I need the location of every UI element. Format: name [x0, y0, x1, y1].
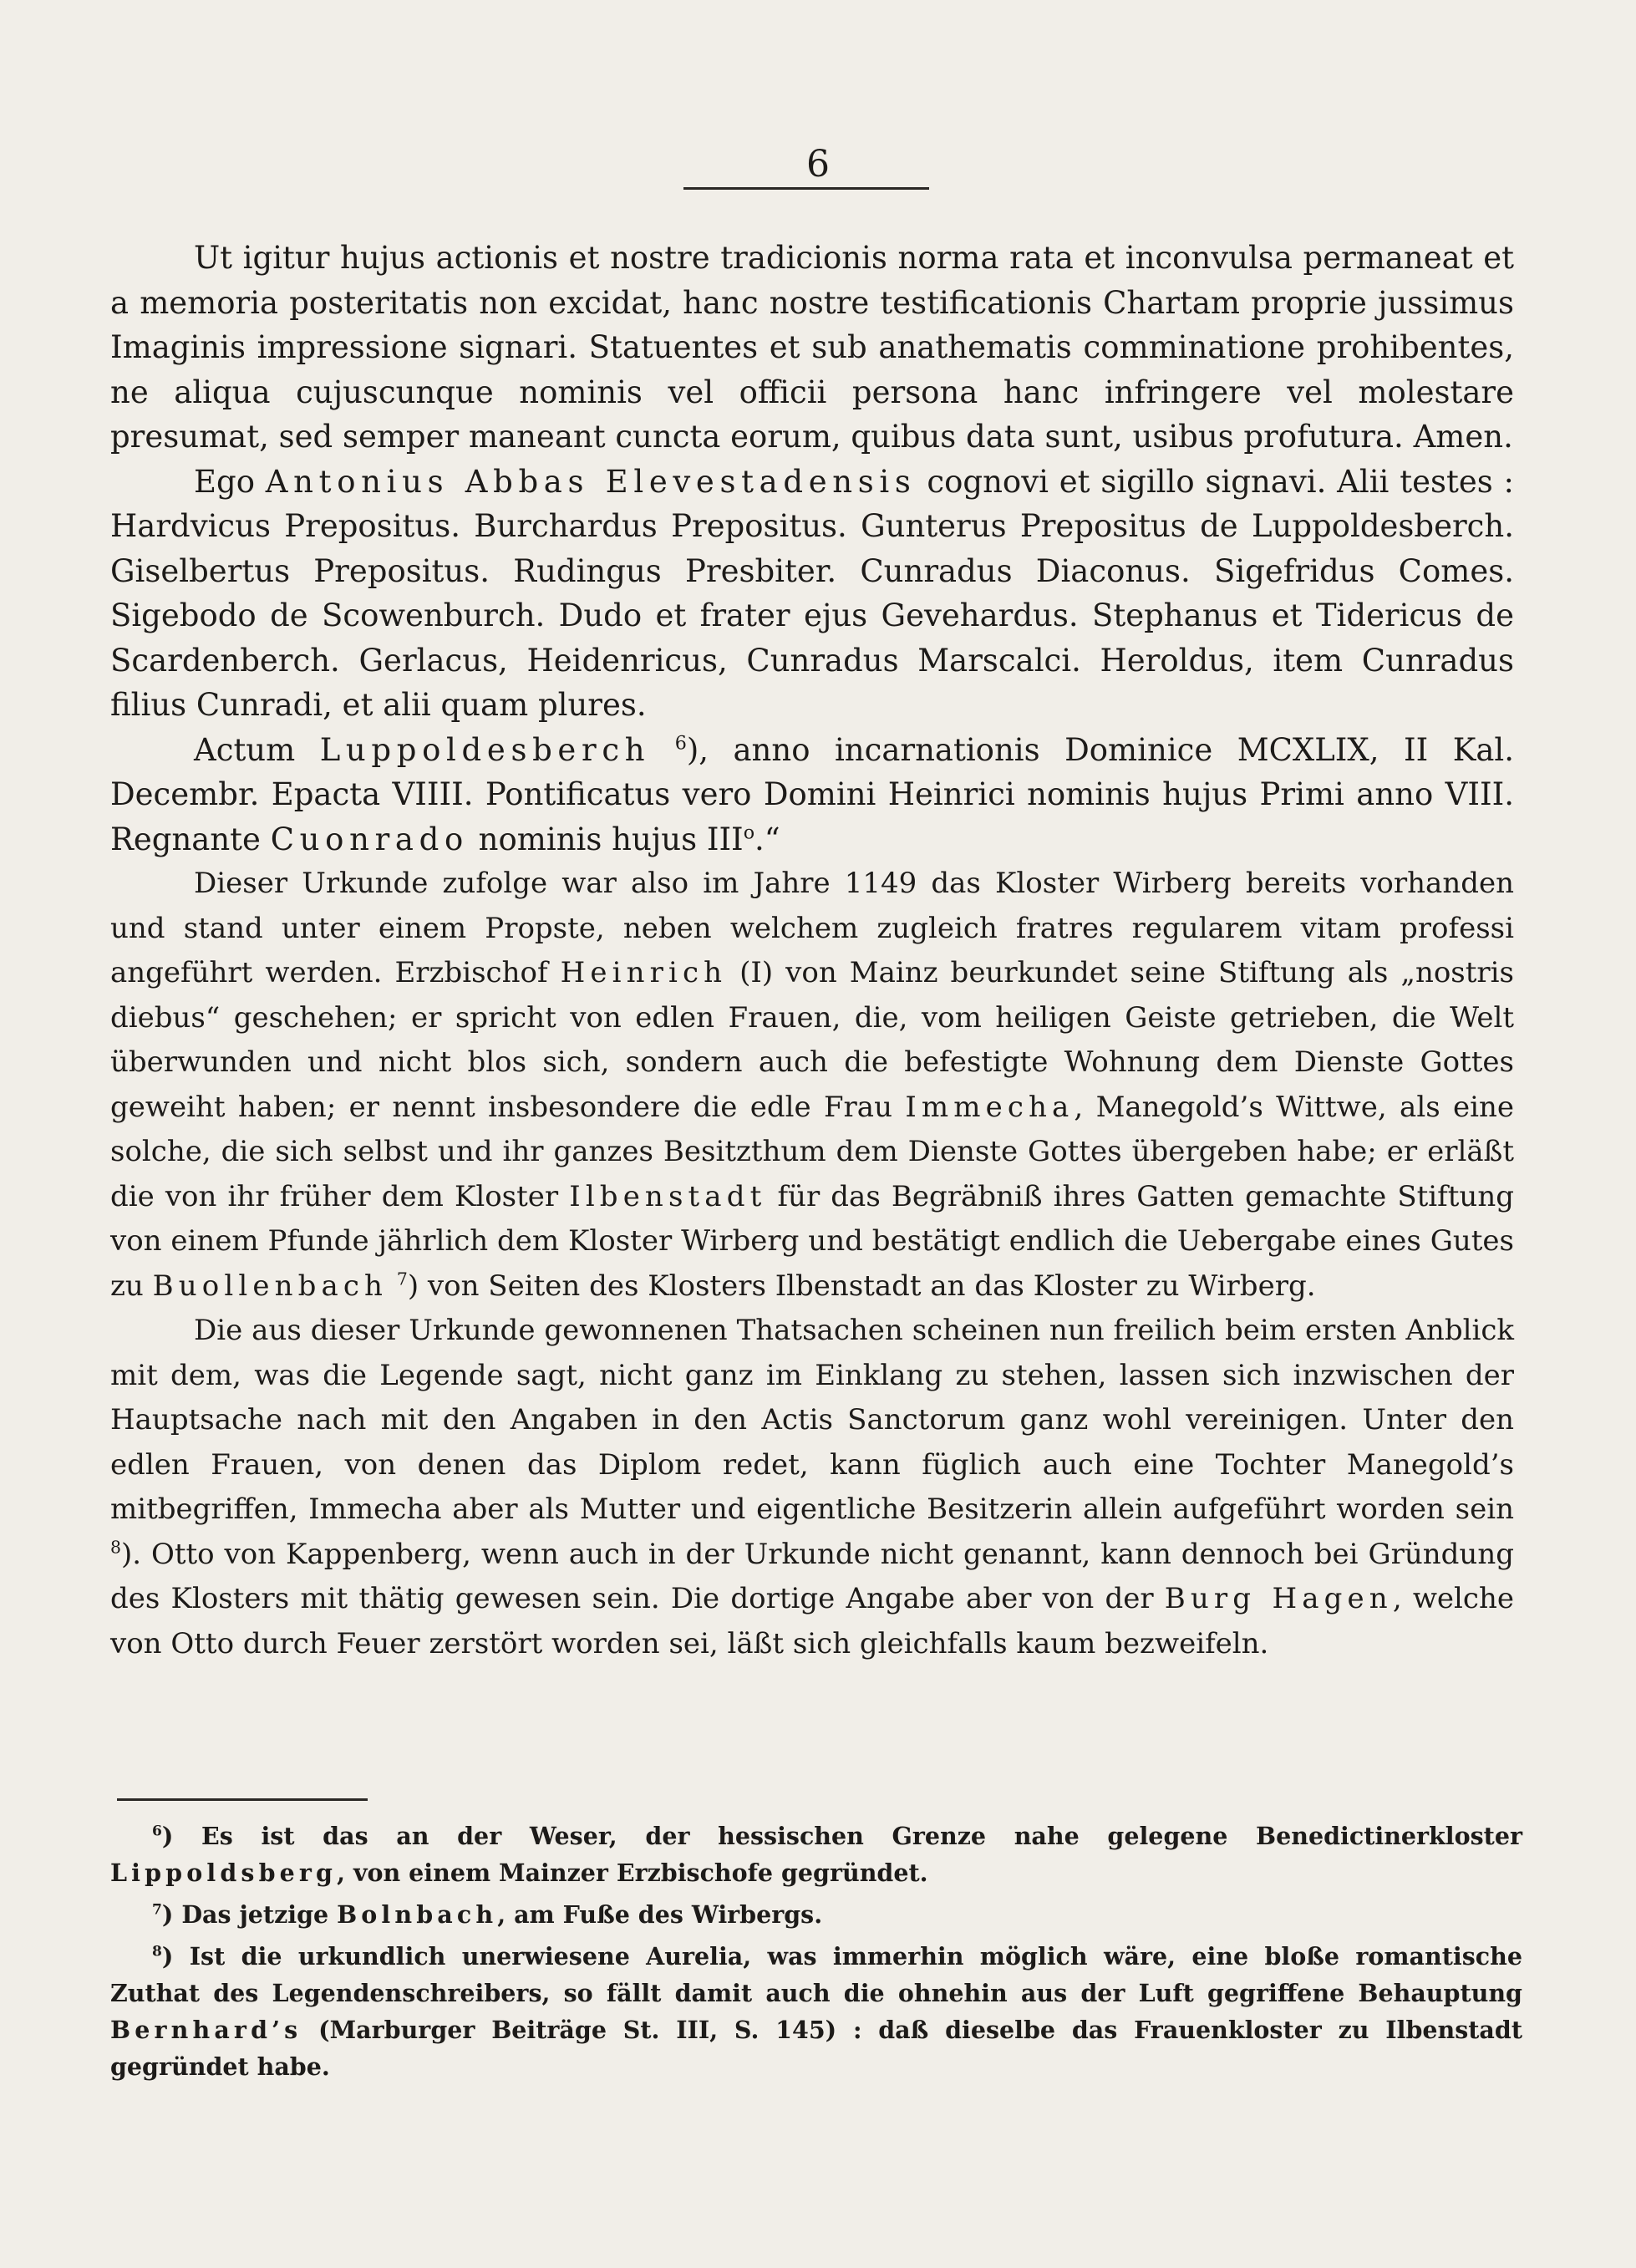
spaced-name: Antonius Abbas Elevestadensis	[265, 463, 917, 500]
main-text	[110, 236, 1514, 1666]
spaced-name: Burg Hagen	[1164, 1582, 1393, 1615]
spaced-name: Cuonrado	[270, 821, 469, 857]
footnote-ref-7: 7	[396, 1269, 408, 1289]
spaced-name: Bernhard’s	[110, 2016, 302, 2044]
footnote-ref-6: 6	[674, 732, 687, 755]
spaced-name: Buollenbach	[152, 1269, 389, 1303]
footnotes	[110, 1818, 1522, 2085]
latin-charter-text	[110, 236, 1514, 862]
spaced-name: Luppoldesberch	[319, 731, 651, 768]
spaced-name: Bolnbach	[337, 1900, 498, 1929]
spaced-name: Immecha	[905, 1090, 1075, 1124]
page-number-rule	[683, 187, 929, 190]
latin-paragraph-2: Ego Antonius Abbas Elevestadensis cognovi et sigillo signavi. Alii testes : Hardvicus Prepositus. Burchardus Prepositus. Gunterus Prepositus de Luppoldesberch. Giselbertus Prepositus. Rudingus Presbiter. Cunradus Diaconus. Sigefridus Comes. Sigebodo de Scowenburch. Dudo et frater ejus Gevehardus. Stephanus et Tidericus de Scardenberch. Gerlacus, Heidenricus, Cunradus Marscalci. Heroldus, item Cunradus filius Cunradi, et alii quam plures.	[110, 463, 1514, 723]
latin-paragraph-1: Ut igitur hujus actionis et nostre tradicionis norma rata et inconvulsa permaneat et a memoria posteritatis non excidat, hanc nostre testificationis Chartam proprie jussimus Imaginis impressione signari. Statuentes et sub anathematis comminatione prohibentes, ne aliqua cujuscunque nominis vel officii persona hanc infringere vel molestare presumat, sed semper maneant cuncta eorum, quibus data sunt, usibus profutura. Amen.	[110, 240, 1514, 455]
ordinal-mark: o	[743, 821, 755, 844]
german-paragraph-2: Die aus dieser Urkunde gewonnenen Thatsachen scheinen nun freilich beim ersten Anblick mit dem, was die Legende sagt, nicht ganz im Einklang zu stehen, lassen sich inzwischen der Hauptsache nach mit den Angaben in den Actis Sanctorum ganz wohl vereinigen. Unter den edlen Frauen, von denen das Diplom redet, kann füglich auch eine Tochter Manegold’s mitbegriffen, Immecha aber als Mutter und eigentliche Besitzerin allein aufgeführt worden sein $^8$). Otto von Kappenberg, wenn auch in der Urkunde nicht genannt, kann dennoch bei Gründung des Klosters mit thätig gewesen sein. Die dortige Angabe aber von der Burg Hagen, welche von Otto durch Feuer zerstört worden sei, läßt sich gleichfalls kaum bezweifeln.	[110, 1314, 1514, 1660]
spaced-name: Heinrich	[560, 956, 728, 989]
footnote-6: $^6$) Es ist das an der Weser, der hessischen Grenze nahe gelegene Benedictinerkloster Lippoldsberg, von einem Mainzer Erzbischofe gegründet.	[110, 1822, 1522, 1887]
spaced-name: Ilbenstadt	[569, 1179, 767, 1213]
footnote-7: $^7$) Das jetzige Bolnbach, am Fuße des Wirbergs.	[152, 1900, 823, 1929]
latin-paragraph-3: Actum Luppoldesberch $^6$), anno incarnationis Dominice MCXLIX, II Kal. Decembr. Epacta VIIII. Pontificatus vero Domini Heinrici nominis hujus Primi anno VIII. Regnante Cuonrado nominis hujus III$^o$.“	[110, 731, 1514, 857]
footnote-8: $^8$) Ist die urkundlich unerwiesene Aurelia, was immerhin möglich wäre, eine bloße romantische Zuthat des Legendenschreibers, so fällt damit auch die ohnehin aus der Luft gegriffene Behauptung Bernhard’s (Marburger Beiträge St. III, S. 145) : daß dieselbe das Frauenkloster zu Ilbenstadt gegründet habe.	[110, 1942, 1522, 2081]
footnote-rule	[117, 1798, 368, 1801]
page-number: 6	[806, 143, 830, 186]
german-commentary	[110, 862, 1514, 1666]
footnote-ref-8: 8	[110, 1537, 121, 1558]
german-paragraph-1: Dieser Urkunde zufolge war also im Jahre 1149 das Kloster Wirberg bereits vorhanden und stand unter einem Propste, neben welchem zugleich fratres regularem vitam professi angeführt werden. Erzbischof Heinrich (I) von Mainz beurkundet seine Stiftung als „nostris diebus“ geschehen; er spricht von edlen Frauen, die, vom heiligen Geiste getrieben, die Welt überwunden und nicht blos sich, sondern auch die befestigte Wohnung dem Dienste Gottes geweiht haben; er nennt insbesondere die edle Frau Immecha, Manegold’s Wittwe, als eine solche, die sich selbst und ihr ganzes Besitzthum dem Dienste Gottes übergeben habe; er erläßt die von ihr früher dem Kloster Ilbenstadt für das Begräbniß ihres Gatten gemachte Stiftung von einem Pfunde jährlich dem Kloster Wirberg und bestätigt endlich die Uebergabe eines Gutes zu Buollenbach $^7$) von Seiten des Klosters Ilbenstadt an das Kloster zu Wirberg.	[110, 867, 1514, 1303]
spaced-name: Lippoldsberg	[110, 1859, 338, 1887]
